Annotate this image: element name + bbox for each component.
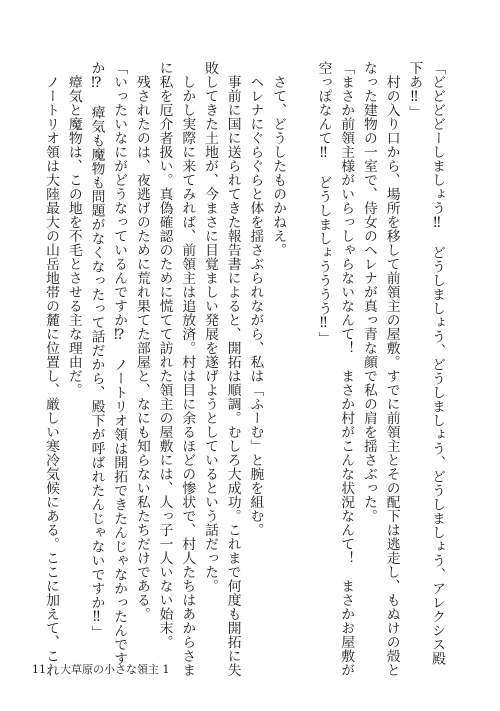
text-line: 残されたのは、夜逃げのために荒れ果てた部屋と、なにも知らない私たちだけである。 [133, 61, 150, 621]
text-line: ノートリオ領は大陸最大の山岳地帯の麓に位置し、厳しい寒冷気候にある。ここに加えて、これ [43, 61, 60, 677]
text-line: さて、どうしたものかねえ。 [270, 61, 287, 257]
text-line: しかし実際に来てみれば、前領主は追放済。村は目に余るほどの惨状で、村人たちはあからさま [179, 61, 196, 677]
page-number: 11 [32, 663, 46, 676]
text-line: 「いったいなにがどうなっているんですか⁉ ノートリオ領は開拓できたんじゃなかったんです [111, 61, 128, 666]
text-line: 事前に国に送られてきた報告書によると、開拓は順調。むしろ大成功。これまで何度も開拓に失 [224, 61, 241, 677]
page-footer [32, 662, 170, 678]
text-line: に私を厄介者扱い。真偽確認のために慌てて訪れた領主の屋敷には、人っ子一人いない始末。 [156, 61, 173, 649]
text-line: 「まさか前領主様がいらっしゃらないなんて！ まさか村がこんな状況なんて！ まさかお屋敷が [338, 61, 355, 677]
text-line: 空っぽなんて‼ どうしましょうううう‼」 [315, 61, 332, 346]
text-line: か⁉ 瘴気も魔物も問題がなくなったって話だから、殿下が呼ばれたんじゃないですか‼」 [88, 61, 105, 640]
text-line: 下あ‼」 [406, 61, 423, 120]
text-line: 瘴気と魔物は、この地を不毛とさせる主な理由だ。 [65, 61, 82, 397]
book-title: 大草原の小さな領主 1 [60, 663, 170, 676]
text-line: 「どどどどーしましょう‼ どうしましょう、どうしましょう、どうしましょう、アレクシス殿 [429, 61, 445, 666]
text-line: 敗してきた土地が、今まさに目覚ましい発展を遂げようとしているという話だった。 [201, 61, 218, 593]
text-line: ヘレナにぐらぐらと体を揺さぶられながら、私は「ふーむ」と腕を組む。 [247, 61, 264, 537]
text-line: なった建物の一室で、侍女のヘレナが真っ青な顔で私の肩を揺さぶった。 [360, 61, 377, 523]
text-line: 村の入り口から、場所を移して前領主の屋敷。すでに前領主とその配下は逃走し、もぬけの殻と [383, 61, 400, 677]
